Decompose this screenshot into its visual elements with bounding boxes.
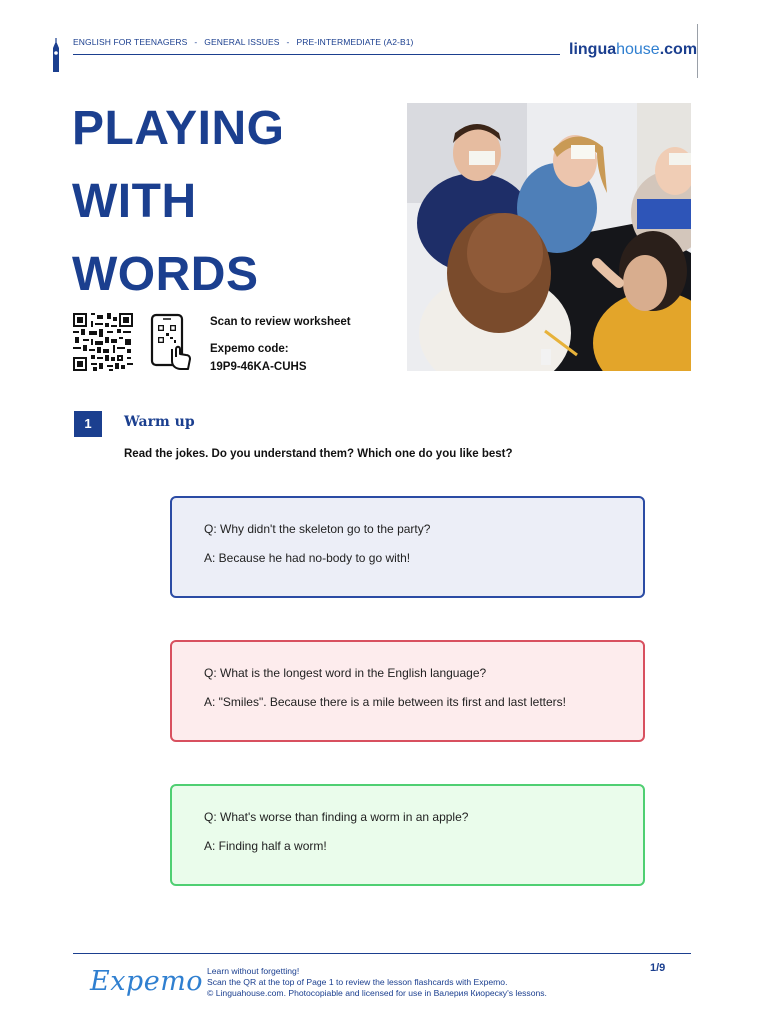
joke-question: Q: What's worse than finding a worm in an apple? [204, 810, 469, 824]
footer-copyright: © Linguahouse.com. Photocopiable and licensed for use in Валерия Киореску's lessons. [207, 988, 547, 998]
section-number-badge: 1 [74, 411, 102, 437]
footer-tagline: Learn without forgetting! [207, 966, 300, 976]
breadcrumb-level: PRE-INTERMEDIATE (A2-B1) [296, 37, 414, 47]
breadcrumb-course: ENGLISH FOR TEENAGERS [73, 37, 188, 47]
breadcrumb-topic: GENERAL ISSUES [204, 37, 280, 47]
joke-card [170, 640, 645, 742]
phone-scan-icon [150, 313, 192, 371]
qr-code-icon[interactable] [73, 313, 133, 371]
breadcrumb: ENGLISH FOR TEENAGERS - GENERAL ISSUES - PRE-INTERMEDIATE (A2-B1) [73, 37, 414, 47]
footer-divider [73, 953, 691, 954]
footer-scan-note: Scan the QR at the top of Page 1 to review the lesson flashcards with Expemo. [207, 977, 508, 987]
joke-answer: A: "Smiles". Because there is a mile between its first and last letters! [204, 695, 567, 709]
header-divider [73, 54, 560, 55]
header-vertical-divider [697, 24, 698, 78]
joke-question: Q: What is the longest word in the English language? [204, 666, 487, 680]
big-ben-icon [50, 38, 62, 72]
joke-card [170, 784, 645, 886]
expemo-logo: Expemo [90, 966, 204, 997]
page-number: 1/9 [650, 962, 666, 974]
expemo-code-label: Expemo code: [210, 343, 289, 355]
scan-instructions [210, 313, 351, 376]
linguahouse-logo: linguahouse.com [569, 41, 698, 58]
joke-question: Q: Why didn't the skeleton go to the party? [204, 522, 431, 536]
joke-answer: A: Finding half a worm! [204, 839, 327, 853]
footer-notice [207, 966, 547, 999]
scan-to-review-label: Scan to review worksheet [210, 316, 351, 328]
students-playing-game-photo [407, 103, 691, 371]
joke-card [170, 496, 645, 598]
section-title: Warm up [124, 414, 195, 430]
expemo-code-value: 19P9-46KA-CUHS [210, 361, 307, 373]
section-instruction: Read the jokes. Do you understand them? Which one do you like best? [124, 448, 513, 460]
page-title: PLAYING WITH WORDS [72, 102, 285, 301]
joke-answer: A: Because he had no-body to go with! [204, 551, 411, 565]
